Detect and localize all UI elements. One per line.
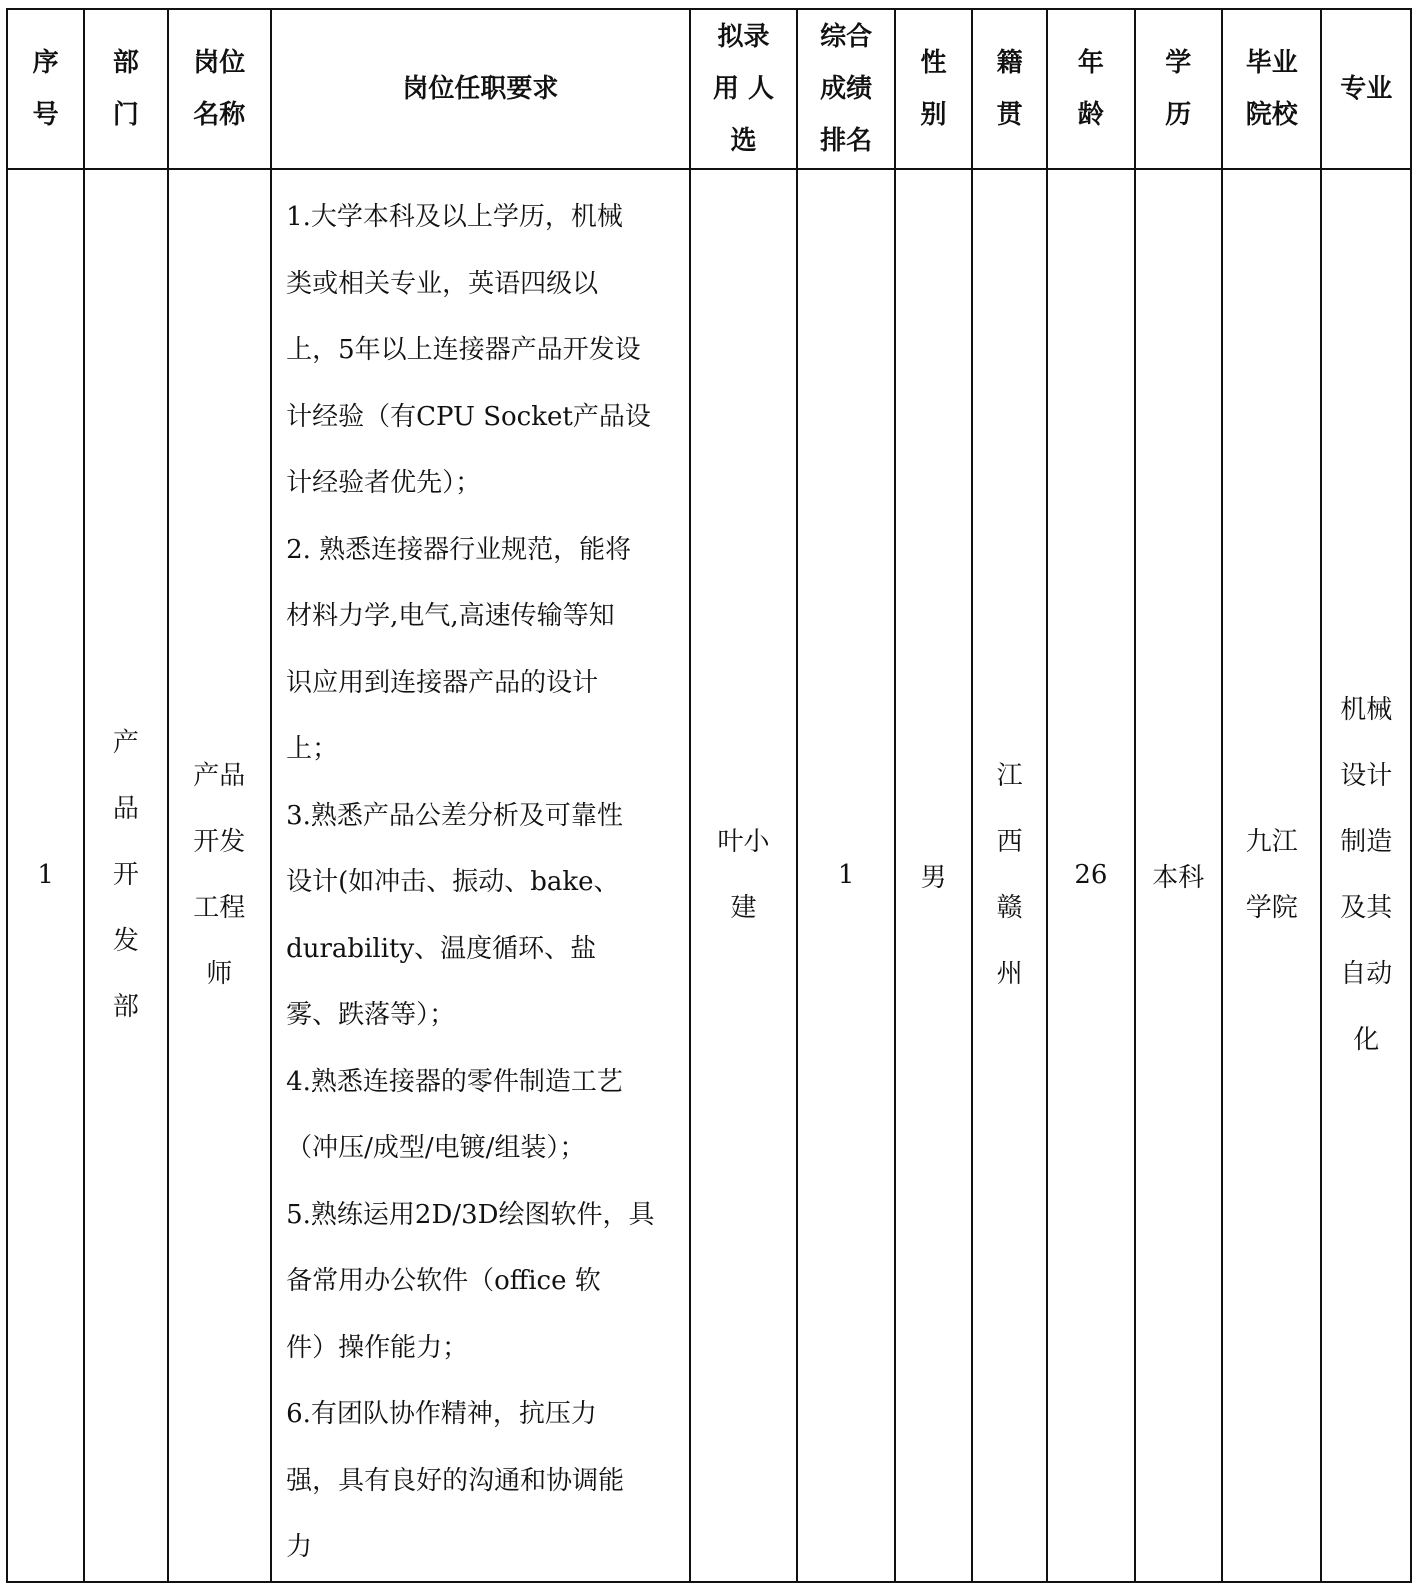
cell-rank: 1	[797, 169, 895, 1582]
header-gender: 性 别	[895, 9, 972, 169]
candidate-table	[6, 8, 1412, 1583]
header-position: 岗位 名称	[168, 9, 272, 169]
cell-index: 1	[7, 169, 84, 1582]
cell-school: 九江 学院	[1222, 169, 1322, 1582]
requirement-line: 雾、跌落等）；	[286, 1000, 456, 1030]
requirement-line: 识应用到连接器产品的设计	[286, 667, 599, 698]
requirement-line: 设计(如冲击、振动、bake、	[286, 867, 620, 897]
header-age: 年 龄	[1047, 9, 1134, 169]
requirement-line: 4.熟悉连接器的零件制造工艺	[286, 1066, 623, 1097]
cell-hometown: 江 西 赣 州	[972, 169, 1047, 1582]
requirement-line: （冲压/成型/电镀/组装）；	[286, 1133, 586, 1163]
header-index: 序 号	[7, 9, 84, 169]
requirement-line: 上；	[286, 734, 339, 764]
requirement-line: 3.熟悉产品公差分析及可靠性	[286, 800, 623, 831]
header-school: 毕业 院校	[1222, 9, 1322, 169]
requirement-line: durability、温度循环、盐	[286, 933, 597, 964]
cell-position: 产品 开发 工程 师	[168, 169, 272, 1582]
cell-gender: 男	[895, 169, 972, 1582]
requirement-line: 6.有团队协作精神，抗压力	[286, 1399, 597, 1429]
requirement-line: 1.大学本科及以上学历，机械	[286, 202, 623, 232]
cell-requirements	[271, 169, 690, 1582]
requirement-line: 备常用办公软件（office 软	[286, 1266, 601, 1296]
requirement-line: 计经验（有CPU Socket产品设	[286, 401, 651, 432]
header-education: 学 历	[1135, 9, 1222, 169]
header-candidate: 拟录 用 人 选	[690, 9, 798, 169]
requirement-line: 5.熟练运用2D/3D绘图软件，具	[286, 1199, 655, 1230]
cell-education: 本科	[1135, 169, 1222, 1582]
requirement-line: 力	[286, 1532, 313, 1562]
requirement-line: 计经验者优先）；	[286, 468, 482, 498]
header-rank: 综合 成绩 排名	[797, 9, 895, 169]
header-major: 专业	[1321, 9, 1411, 169]
requirement-line: 上，5年以上连接器产品开发设	[286, 335, 641, 365]
header-row	[7, 9, 1411, 169]
table-row	[7, 169, 1411, 1582]
requirement-line: 件）操作能力；	[286, 1332, 469, 1363]
cell-age: 26	[1047, 169, 1134, 1582]
cell-major: 机械 设计 制造 及其 自动 化	[1321, 169, 1411, 1582]
cell-department: 产 品 开 发 部	[84, 169, 167, 1582]
requirement-line: 材料力学,电气,高速传输等知	[286, 601, 615, 631]
header-department: 部 门	[84, 9, 167, 169]
header-requirements: 岗位任职要求	[271, 9, 690, 169]
requirement-line: 2. 熟悉连接器行业规范，能将	[286, 534, 632, 565]
cell-candidate: 叶小 建	[690, 169, 798, 1582]
requirement-line: 强，具有良好的沟通和协调能	[286, 1465, 625, 1496]
header-hometown: 籍 贯	[972, 9, 1047, 169]
requirement-line: 类或相关专业，英语四级以	[286, 268, 599, 299]
